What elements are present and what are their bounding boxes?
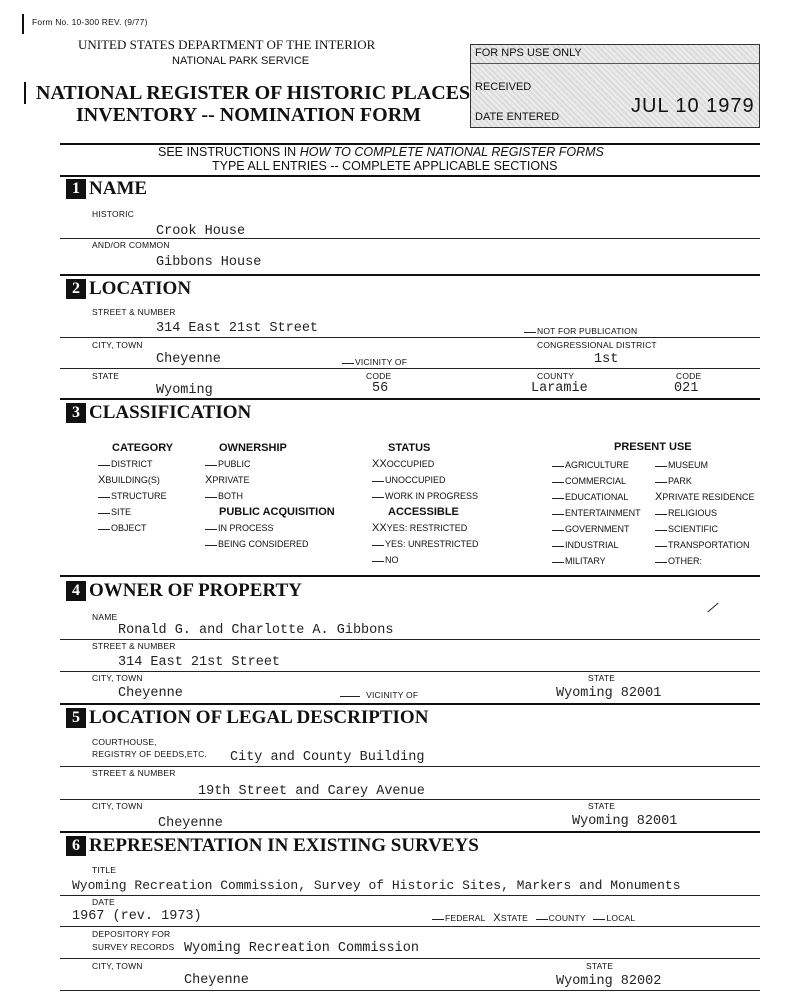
- field-line: [60, 799, 760, 800]
- vicinity-of: VICINITY OF: [342, 357, 407, 367]
- category-column: [98, 440, 173, 536]
- state-label: STATE: [92, 371, 120, 381]
- checkbox-yes-restricted[interactable]: XXYES: RESTRICTED: [372, 522, 468, 534]
- depository-label: DEPOSITORY FOR: [92, 929, 171, 939]
- checkbox-educational[interactable]: EDUCATIONAL: [552, 489, 641, 505]
- ownership-header: OWNERSHIP: [219, 442, 287, 454]
- ownership-column: [205, 440, 335, 552]
- checkbox-federal[interactable]: FEDERAL: [432, 913, 486, 923]
- legal-city-label: CITY, TOWN: [92, 801, 143, 811]
- section-4-header: [66, 580, 302, 602]
- field-line: [60, 990, 760, 991]
- section-title: LOCATION OF LEGAL DESCRIPTION: [89, 707, 429, 728]
- county-value: Laramie: [531, 381, 588, 396]
- category-header: CATEGORY: [112, 442, 174, 454]
- section-title: OWNER OF PROPERTY: [89, 580, 302, 601]
- owner-name-value: Ronald G. and Charlotte A. Gibbons: [118, 623, 394, 638]
- checkbox-other[interactable]: OTHER:: [655, 553, 755, 569]
- field-line: [60, 238, 760, 239]
- divider: [60, 398, 760, 400]
- checkbox-local[interactable]: LOCAL: [593, 913, 635, 923]
- survey-date-value: 1967 (rev. 1973): [72, 909, 202, 924]
- divider: [60, 703, 760, 705]
- checkbox-being-considered[interactable]: BEING CONSIDERED: [205, 536, 335, 552]
- checkbox-unoccupied[interactable]: UNOCCUPIED: [372, 472, 479, 488]
- pen-mark: [707, 603, 718, 613]
- date-entered-label: DATE ENTERED: [475, 111, 560, 123]
- depository-state-value: Wyoming 82002: [556, 974, 662, 989]
- legal-state-value: Wyoming 82001: [572, 814, 678, 829]
- public-acquisition-header: PUBLIC ACQUISITION: [219, 506, 335, 518]
- checkbox-in-process[interactable]: IN PROCESS: [205, 520, 335, 536]
- owner-street-value: 314 East 21st Street: [118, 655, 281, 670]
- section-number: 4: [66, 581, 86, 601]
- divider: [60, 175, 760, 177]
- county-label: COUNTY: [537, 371, 575, 381]
- congressional-district-label: CONGRESSIONAL DISTRICT: [537, 340, 657, 350]
- checkbox-state[interactable]: XSTATE: [493, 912, 528, 924]
- section-6-header: [66, 835, 479, 857]
- county-code-label: CODE: [676, 371, 702, 381]
- received-date-stamp: JUL 10 1979: [631, 95, 755, 117]
- present-use-header: PRESENT USE: [614, 441, 692, 453]
- checkbox-occupied[interactable]: XXOCCUPIED: [372, 458, 435, 470]
- margin-mark: [24, 82, 26, 104]
- owner-state-value: Wyoming 82001: [556, 686, 662, 701]
- checkbox-government[interactable]: GOVERNMENT: [552, 521, 641, 537]
- received-label: RECEIVED: [475, 81, 532, 93]
- field-line: [60, 895, 760, 896]
- divider: [60, 575, 760, 577]
- common-name-value: Gibbons House: [156, 255, 262, 270]
- legal-city-value: Cheyenne: [158, 816, 223, 831]
- checkbox-object[interactable]: OBJECT: [98, 520, 173, 536]
- checkbox-industrial[interactable]: INDUSTRIAL: [552, 537, 641, 553]
- checkbox-transportation[interactable]: TRANSPORTATION: [655, 537, 755, 553]
- field-line: [60, 958, 760, 959]
- divider: [60, 831, 760, 833]
- divider: [60, 274, 760, 276]
- checkbox-agriculture[interactable]: AGRICULTURE: [552, 457, 641, 473]
- present-use-left-column: [552, 457, 641, 569]
- owner-city-value: Cheyenne: [118, 686, 183, 701]
- registry-label: REGISTRY OF DEEDS,ETC.: [92, 749, 208, 759]
- section-number: 5: [66, 708, 86, 728]
- form-title-line1: NATIONAL REGISTER OF HISTORIC PLACES: [36, 82, 471, 104]
- nps-use-box: [470, 44, 760, 128]
- section-title: CLASSIFICATION: [89, 402, 252, 423]
- state-code-value: 56: [372, 381, 389, 396]
- checkbox-both[interactable]: BOTH: [205, 488, 335, 504]
- section-1-header: [66, 178, 147, 200]
- common-name-label: AND/OR COMMON: [92, 240, 170, 250]
- depository-city-value: Cheyenne: [184, 973, 249, 988]
- congressional-district-value: 1st: [594, 352, 619, 367]
- survey-date-label: DATE: [92, 897, 115, 907]
- status-header: STATUS: [388, 442, 431, 454]
- checkbox-religious[interactable]: RELIGIOUS: [655, 505, 755, 521]
- checkbox-museum[interactable]: MUSEUM: [655, 457, 755, 473]
- checkbox-yes-unrestricted[interactable]: YES: UNRESTRICTED: [372, 536, 479, 552]
- depository-city-label: CITY, TOWN: [92, 961, 143, 971]
- instructions-line2: TYPE ALL ENTRIES -- COMPLETE APPLICABLE SECTIONS: [212, 159, 558, 173]
- section-title: REPRESENTATION IN EXISTING SURVEYS: [89, 835, 479, 856]
- courthouse-value: City and County Building: [230, 750, 425, 765]
- city-label: CITY, TOWN: [92, 340, 143, 350]
- street-value: 314 East 21st Street: [156, 321, 319, 336]
- checkbox-park[interactable]: PARK: [655, 473, 755, 489]
- nps-use-label: FOR NPS USE ONLY: [475, 47, 582, 59]
- checkbox-commercial[interactable]: COMMERCIAL: [552, 473, 641, 489]
- checkbox-military[interactable]: MILITARY: [552, 553, 641, 569]
- section-number: 3: [66, 403, 86, 423]
- department: UNITED STATES DEPARTMENT OF THE INTERIOR: [78, 37, 376, 52]
- survey-title-value: Wyoming Recreation Commission, Survey of Historic Sites, Markers and Monuments: [72, 878, 681, 893]
- survey-title-label: TITLE: [92, 865, 117, 875]
- legal-state-label: STATE: [588, 801, 616, 811]
- margin-mark: [22, 14, 24, 34]
- field-line: [60, 766, 760, 767]
- checkbox-entertainment[interactable]: ENTERTAINMENT: [552, 505, 641, 521]
- checkbox-buildings[interactable]: XBUILDING(S): [98, 474, 160, 486]
- code-label: CODE: [366, 371, 392, 381]
- section-2-header: [66, 278, 191, 300]
- form-number: Form No. 10-300 REV. (9/77): [32, 17, 148, 27]
- field-line: [60, 639, 760, 640]
- depository-state-label: STATE: [586, 961, 614, 971]
- present-use-right-column: [655, 457, 755, 569]
- section-number: 1: [66, 179, 86, 199]
- section-number: 6: [66, 836, 86, 856]
- legal-street-label: STREET & NUMBER: [92, 768, 176, 778]
- legal-street-value: 19th Street and Carey Avenue: [198, 784, 425, 799]
- checkbox-work-in-progress[interactable]: WORK IN PROGRESS: [372, 488, 479, 504]
- not-for-publication: NOT FOR PUBLICATION: [524, 326, 637, 336]
- depository-value: Wyoming Recreation Commission: [184, 941, 419, 956]
- field-line: [60, 671, 760, 672]
- checkbox-no[interactable]: NO: [372, 552, 479, 568]
- checkbox-private-residence[interactable]: XPRIVATE RESIDENCE: [655, 491, 755, 503]
- divider: [471, 63, 759, 64]
- owner-street-label: STREET & NUMBER: [92, 641, 176, 651]
- historic-label: HISTORIC: [92, 209, 135, 219]
- service: NATIONAL PARK SERVICE: [172, 55, 310, 67]
- survey-records-label: SURVEY RECORDS: [92, 942, 175, 952]
- street-label: STREET & NUMBER: [92, 307, 176, 317]
- section-title: NAME: [89, 178, 148, 199]
- checkbox-site[interactable]: SITE: [98, 504, 173, 520]
- survey-level-options: [432, 912, 635, 924]
- field-line: [60, 926, 760, 927]
- owner-state-label: STATE: [588, 673, 616, 683]
- county-code-value: 021: [674, 381, 699, 396]
- section-5-header: [66, 707, 428, 729]
- instructions-line1: SEE INSTRUCTIONS IN HOW TO COMPLETE NATIONAL REGISTER FORMS: [158, 145, 604, 159]
- checkbox-county[interactable]: COUNTY: [536, 913, 586, 923]
- city-value: Cheyenne: [156, 352, 221, 367]
- section-3-header: [66, 402, 251, 424]
- checkbox-district[interactable]: DISTRICT: [98, 456, 173, 472]
- checkbox-structure[interactable]: STRUCTURE: [98, 488, 173, 504]
- section-title: LOCATION: [89, 278, 192, 299]
- state-value: Wyoming: [156, 383, 213, 398]
- section-number: 2: [66, 279, 86, 299]
- owner-name-label: NAME: [92, 612, 118, 622]
- field-line: [60, 337, 760, 338]
- owner-city-label: CITY, TOWN: [92, 673, 143, 683]
- form-title-line2: INVENTORY -- NOMINATION FORM: [76, 104, 422, 126]
- accessible-header: ACCESSIBLE: [388, 506, 459, 518]
- checkbox-private[interactable]: XPRIVATE: [205, 474, 250, 486]
- checkbox-public[interactable]: PUBLIC: [205, 456, 335, 472]
- courthouse-label: COURTHOUSE,: [92, 737, 157, 747]
- historic-name-value: Crook House: [156, 224, 246, 239]
- status-column: [372, 440, 479, 568]
- field-line: [60, 368, 760, 369]
- owner-vicinity-of: VICINITY OF: [340, 690, 418, 700]
- checkbox-scientific[interactable]: SCIENTIFIC: [655, 521, 755, 537]
